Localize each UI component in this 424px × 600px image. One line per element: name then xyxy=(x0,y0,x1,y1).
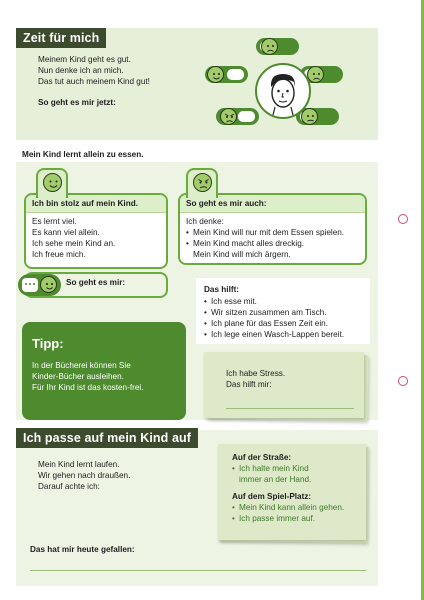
help-box: Das hilft: • Ich esse mit. • Wir sitzen zusammen am Tisch. • Ich plane für das Essen Zeit ein. • Ich lege einen Wasch-Lappen bereit. xyxy=(196,278,370,344)
section-title: Zeit für mich xyxy=(16,28,106,48)
binder-ring xyxy=(398,376,408,386)
feel-box-title: So geht es mir: xyxy=(66,278,126,287)
playground-title: Auf dem Spiel-Platz: xyxy=(232,492,312,501)
tip-box: Tipp: In der Bücherei können Sie Kinder-Bücher ausleihen. Für Ihr Kind ist das kosten-frei. xyxy=(22,322,186,420)
smile-face-icon xyxy=(40,276,57,293)
sad-face-icon xyxy=(261,38,278,55)
tip-title: Tipp: xyxy=(32,336,64,351)
smile-face-icon xyxy=(43,173,62,192)
angry-face-icon xyxy=(193,173,212,192)
write-line[interactable] xyxy=(30,570,366,571)
angry-box: So geht es mir auch: Ich denke: • Mein Kind will nur mit dem Essen spielen. • Mein Kind macht alles dreckig. Mein Kind will mich ärgern. xyxy=(178,193,367,265)
angry-face-icon xyxy=(220,108,237,125)
write-line[interactable] xyxy=(226,408,354,409)
binder-ring xyxy=(398,214,408,224)
section3-text: Mein Kind lernt laufen. Wir gehen nach draußen. Darauf achte ich: xyxy=(38,460,131,491)
smile-face-icon xyxy=(207,66,224,83)
help-box-title: Das hilft: xyxy=(204,285,240,294)
proud-box: Ich bin stolz auf mein Kind. Es lernt viel. Es kann viel allein. Ich sehe mein Kind an. Ich freue mich. xyxy=(24,193,168,269)
mood-question: So geht es mir jetzt: xyxy=(38,98,116,107)
safety-note-front: Auf der Straße: • Ich halte mein Kind immer an der Hand. Auf dem Spiel-Platz: • Mein Kind kann allein gehen. • Ich passe immer auf. xyxy=(218,444,366,540)
sad-face-icon xyxy=(307,66,324,83)
today-label: Das hat mir heute gefallen: xyxy=(30,545,135,554)
person-face-icon xyxy=(255,63,311,119)
section-title: Ich passe auf mein Kind auf xyxy=(16,428,198,448)
proud-box-title: Ich bin stolz auf mein Kind. xyxy=(26,195,166,213)
street-title: Auf der Straße: xyxy=(232,453,292,462)
intro-text: Meinem Kind geht es gut. Nun denke ich an mich. Das tut auch meinem Kind gut! xyxy=(38,55,150,86)
stress-note-front: Ich habe Stress. Das hilft mir: xyxy=(204,352,364,418)
section2-intro: Mein Kind lernt allein zu essen. xyxy=(22,150,144,159)
speech-bubble-icon xyxy=(22,278,38,292)
angry-box-title: So geht es mir auch: xyxy=(180,195,365,213)
